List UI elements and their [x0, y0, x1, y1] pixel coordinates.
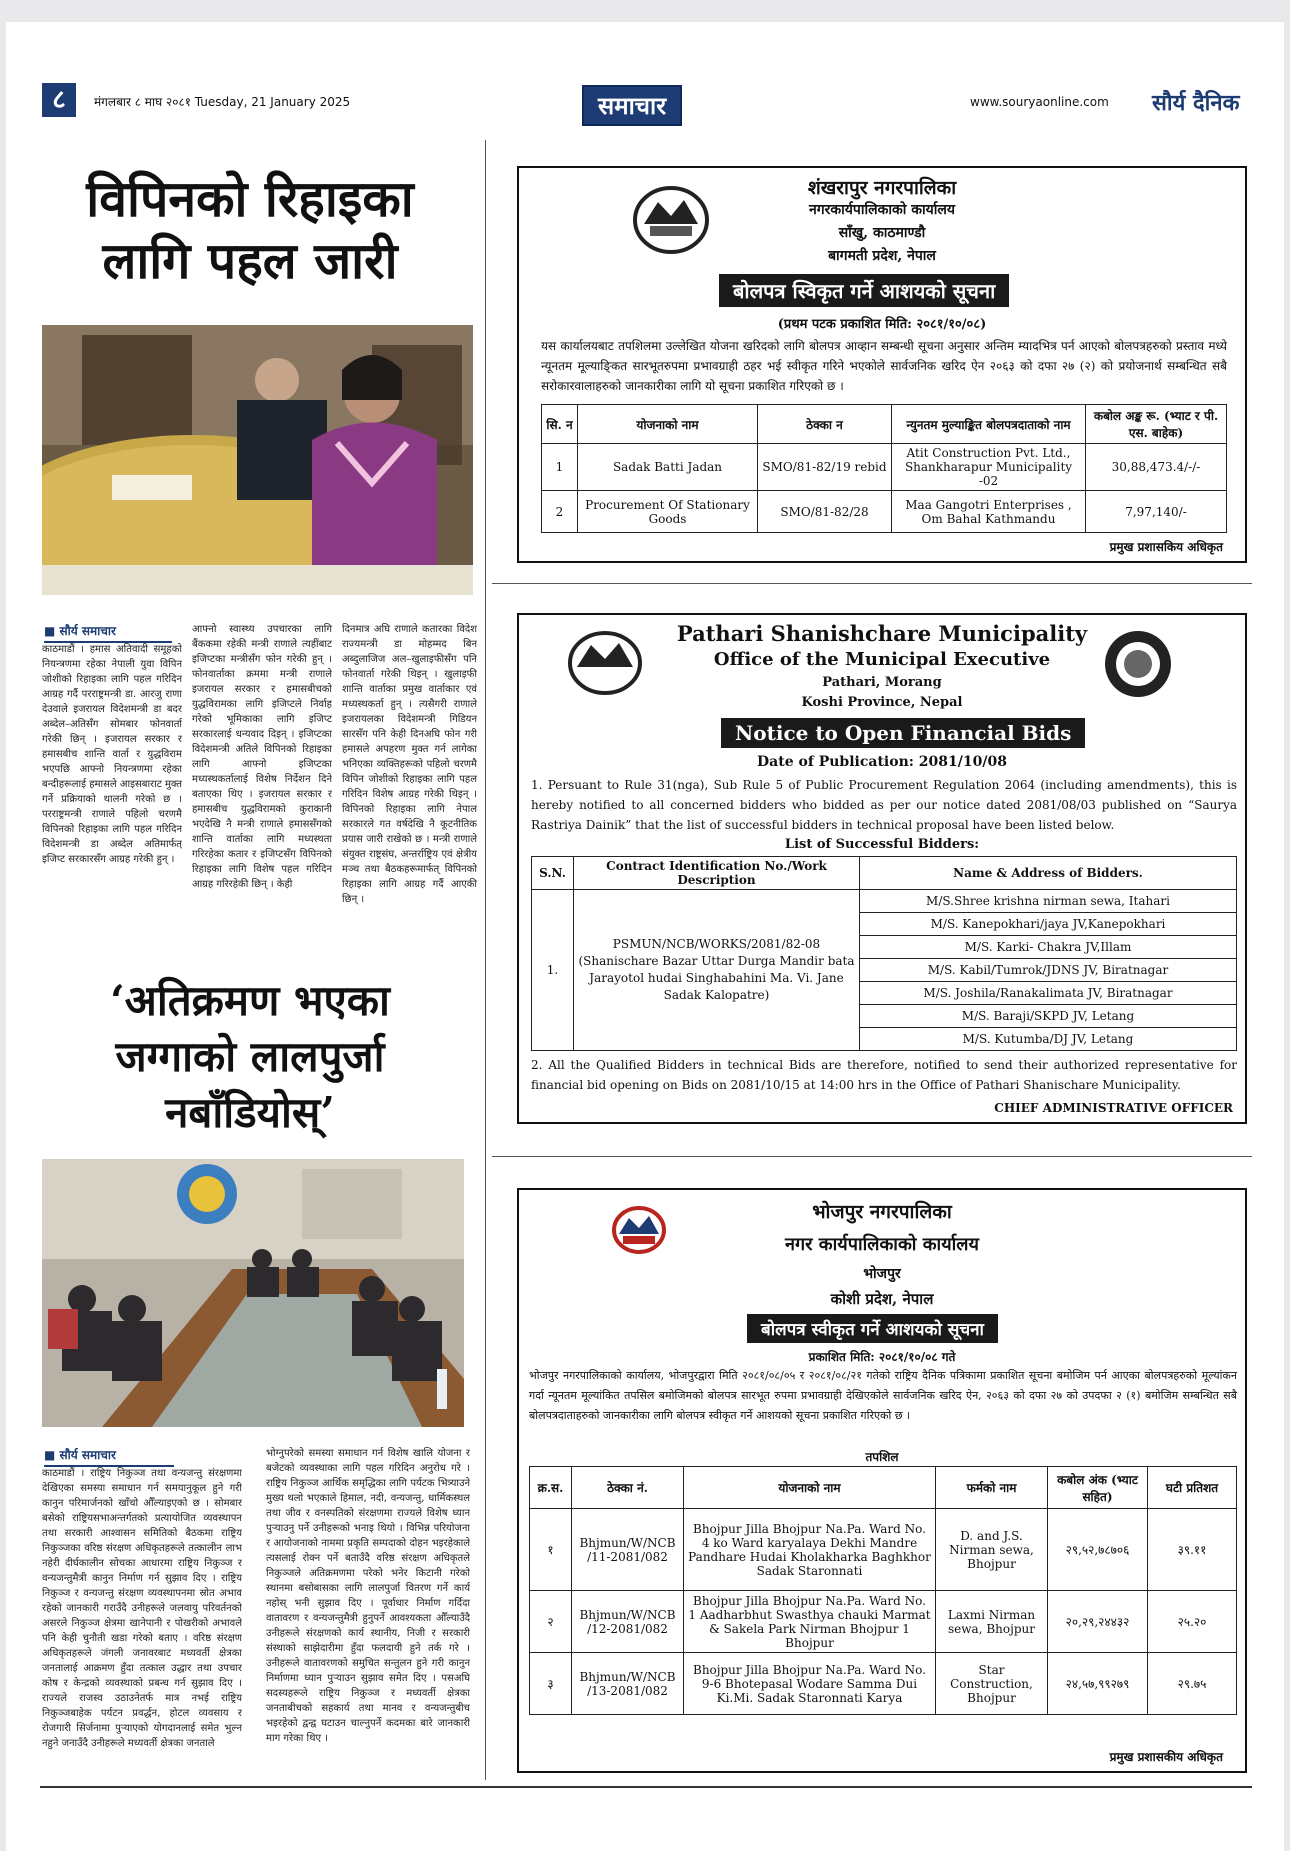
table-header: कबोल अंक (भ्याट सहित) — [1048, 1467, 1148, 1509]
notice3-publication-date: प्रकाशित मिति: २०८१/१०/०८ गते — [808, 1350, 956, 1364]
table-header: क्र.स. — [530, 1467, 572, 1509]
table-row — [530, 1509, 1237, 1591]
notice2-line4: Koshi Province, Nepal — [801, 695, 963, 710]
table-cell: Bhjmun/W/NCB /13-2081/082 — [572, 1653, 684, 1715]
committee-meeting-illustration — [42, 1159, 464, 1427]
table-cell: २४,५७,९९२७९ — [1048, 1653, 1148, 1715]
notice1-line3: साँखु, काठमाण्डौ — [838, 225, 926, 241]
table-header: घटी प्रतिशत — [1148, 1467, 1237, 1509]
story1-column-1: काठमाडौं । हमास अतिवादी समूहको नियन्त्रणमा रहेका नेपाली युवा विपिन जोशीको रिहाइका लागि पहल गरिदिन आग्रह गर्दै परराष्ट्रमन्त्री डा. आरजु राणा देउवाले इजरायल विदेशमन्त्री डा बदर अब्देल–अतिसँग सोमबार फोनवार्ता गरेकी छिन् । इजरायल सरकार र हमासबीच शान्ति वार्ता र युद्धविराम भएपछि आफ्नो नियन्त्रणमा रहेका बन्दीहरूलाई हमासले आइसबाराट मुक्त गर्ने प्रक्रियाको थालनी गरेको छ । परराष्ट्रमन्त्री राणाले पहिलो चरणमै विपिनको रिहाइका लागि पहल गरिदिन विदेशमन्त्री डा अब्देल अतिमार्फत् इजिप्ट सरकारसँग आग्रह गरेकी हुन् । — [42, 644, 182, 865]
table-cell: Bhjmun/W/NCB /11-2081/082 — [572, 1509, 684, 1591]
notice3-line2: नगर कार्यपालिकाको कार्यालय — [785, 1234, 979, 1255]
masthead — [42, 55, 1252, 125]
table-cell: Bhjmun/W/NCB /12-2081/082 — [572, 1591, 684, 1653]
table-cell: 7,97,140/- — [1086, 491, 1227, 533]
notice1-line1: शंखरापुर नगरपालिका — [807, 177, 957, 199]
table-cell: Laxmi Nirman sewa, Bhojpur — [936, 1591, 1048, 1653]
bidder-cell: M/S. Joshila/Ranakalimata JV, Biratnagar — [860, 982, 1237, 1005]
notice3-body: भोजपुर नगरपालिकाको कार्यालय, भोजपुरद्वारा मिति २०८१/०८/०५ र २०८१/०८/२१ गतेको राष्ट्रिय दैनिक पत्रिकामा प्रकाशित सूचना बमोजिम पर्न आएका बोलपत्रहरुको मूल्यांकन गर्दा न्यूनतम मूल्यांकित तपसिल बमोजिमको बोलपत्र सारभूत रुपमा प्रभावग्राही देखिएकोले सार्वजनिक खरिद ऐन, २०६३ को दफा २७ को उपदफा २ (१) बमोजिम सम्बन्धित सबै बोलपत्रदाताहरुको जानकारीका लागि बोलपत्र स्वीकृत गर्ने आशयको सूचना प्रकाशित गरिएको छ । — [529, 1369, 1237, 1422]
table-cell: Maa Gangotri Enterprises , Om Bahal Kathmandu — [892, 491, 1086, 533]
notice1-line2: नगरकार्यपालिकाको कार्यालय — [809, 202, 955, 218]
table-row — [530, 1591, 1237, 1653]
table-cell: PSMUN/NCB/WORKS/2081/82-08 (Shanischare Bazar Uttar Durga Mandir bata Jarayotol hudai Singhabahini Ma. Vi. Jane Sadak Kalopatre) — [574, 890, 860, 1051]
bidder-cell: M/S. Kanepokhari/jaya JV,Kanepokhari — [860, 913, 1237, 936]
table-header: योजनाको नाम — [684, 1467, 936, 1509]
table-cell: Bhojpur Jilla Bhojpur Na.Pa. Ward No. 1 Aadharbhut Swasthya chauki Marmat & Sakela Park Nirman Bhojpur 1 Bhojpur — [684, 1591, 936, 1653]
bidder-cell: M/S. Baraji/SKPD JV, Letang — [860, 1005, 1237, 1028]
section-divider — [492, 1156, 1252, 1157]
table-row — [542, 491, 1227, 533]
table-cell: 30,88,473.4/-/- — [1086, 444, 1227, 491]
notice2-signature: CHIEF ADMINISTRATIVE OFFICER — [994, 1101, 1233, 1115]
notice3-line1: भोजपुर नगरपालिका — [812, 1201, 952, 1223]
notice1-table — [541, 404, 1227, 533]
table-cell: Bhojpur Jilla Bhojpur Na.Pa. Ward No. 9-6 Bhotepasal Wodare Samma Dui Ki.Mi. Sadak Staronnati Karya — [684, 1653, 936, 1715]
table-cell: २९.७५ — [1148, 1653, 1237, 1715]
notice2-list-title: List of Successful Bidders: — [784, 837, 980, 852]
bidder-cell: M/S.Shree krishna nirman sewa, Itahari — [860, 890, 1237, 913]
table-header: फर्मको नाम — [936, 1467, 1048, 1509]
table-header-row — [542, 405, 1227, 444]
table-header: S.N. — [532, 857, 574, 890]
table-header: Name & Address of Bidders. — [860, 857, 1237, 890]
story2-column-2: भोग्नुपरेको समस्या समाधान गर्न विशेष खालि योजना र बजेटको व्यवस्थाका लागि पहल गरिदिन अनुरोध गरे । राष्ट्रिय निकुञ्ज आर्थिक समृद्धिका लागि पर्यटक भित्र्याउने मुख्य थलो भएकाले हिमाल, नदी, वन्यजन्तु, धार्मिकस्थल तथा जीव र वनस्पतिको संरक्षणमा राज्यले विशेष ध्यान पुऱ्याउनु पर्ने उनीहरूको भनाइ थियो । विभिन्न परियोजना र आयोजनाको नाममा प्रकृति सम्पदाको दोहन भइरहेकाले त्यसलाई रोक्न पर्ने बताउँदै वरिष्ठ संरक्षण अधिकृतले निकुञ्जले अतिक्रमणमा परेको भनेर किटानी गरेको स्थानमा बसोबासका लागि लालपुर्जा वितरण गर्ने कार्य नहोस् भनी सुझाव दिए । पूर्वाधार निर्माण गर्दिदा वातावरण र वन्यजन्तुमैत्री हुनुपर्ने आवश्यकता औँल्याउँदै उनीहरूले संरक्षणको कार्य स्थानीय, निजी र सरकारी संस्थाको साझेदारीमा हुँदा फलदायी हुने तर्क गरे । उनीहरूले वातावरणको समुचित सन्तुलन हुने गरी कानुन निर्माणमा ध्यान पुऱ्याउन सुझाव समेत दिए । पसअघि सदस्यहरूले राष्ट्रिय निकुञ्ज र मध्यवर्ती क्षेत्रका जनताबीचको सहकार्य तथा मानव र वन्यजन्तुबीच भइरहेको द्वन्द्व घटाउन चाल्नुपर्ने कदमका बारे जानकारी माग गरेका थिए । — [266, 1448, 470, 1744]
table-header: सि. न — [542, 405, 578, 444]
table-cell: 2 — [542, 491, 578, 533]
table-cell: Sadak Batti Jadan — [578, 444, 758, 491]
notice3-tapsil: तपशिल — [865, 1450, 899, 1464]
table-header: न्युनतम मुल्याङ्कित बोलपत्रदाताको नाम — [892, 405, 1086, 444]
notice2-line1: Pathari Shanishchare Municipality — [676, 621, 1088, 646]
story1-column-3: दिनमात्र अघि राणाले कतारका विदेश राज्यमन्त्री डा मोहम्मद बिन अब्दुलाजिज अल–खुलाइफीसँग पनि फोनवार्ता गरेकी थिइन् । खुलाइफी शान्ति वार्ताका प्रमुख वार्ताकार एवं मध्यस्थकर्ता हुन् । त्यसैगरी राणाले इजरायलका विदेशमन्त्री गिडियन सारसँग पनि केही दिनअघि फोन गरी हमासले अपहरण मुक्त गर्न लागेका भनिएका व्यक्तिहरूको पहिलो चरणमै विपिन जोशीको रिहाइका लागि पहल गरिदिन विशेष आग्रह गरेकी थिइन् । विपिनको रिहाइका लागि नेपाल सरकारले गत वर्षदेखि नै कूटनीतिक प्रयास जारी राखेको छ । मन्त्री राणाले संयुक्त राष्ट्रसंघ, अन्तर्राष्ट्रिय एवं क्षेत्रीय मञ्च तथा बैठकहरूमार्फत् विपिनको रिहाइका लागि आग्रह गर्दै आएकी छिन् । — [342, 624, 477, 905]
notice1-body: यस कार्यालयबाट तपशिलमा उल्लेखित योजना खरिदको लागि बोलपत्र आव्हान सम्बन्धी सूचना अनुसार अन्तिम म्यादभित्र पर्न आएको बोलपत्रहरुको प्रस्ताव मध्ये न्यूनतम मूल्याङ्‍कित सारभूतरुपमा प्रभावग्राही ठहर भई स्वीकृत गरिने भएकोले सार्वजनिक खरिद ऐन २०६३ को दफा २७ (२) को प्रयोजनार्थ सम्बन्धित सबै सरोकारवालाहरुको जानकारीका लागि यो सूचना प्रकाशित गरिएको छ । — [541, 339, 1227, 393]
bidder-cell: M/S. Kutumba/DJ JV, Letang — [860, 1028, 1237, 1051]
table-cell: SMO/81-82/28 — [758, 491, 892, 533]
meeting-photo-illustration — [42, 325, 473, 595]
table-cell: २५.२० — [1148, 1591, 1237, 1653]
story1-column-2: आफ्नो स्वास्थ्य उपचारका लागि बैंककमा रहेकी मन्त्री राणाले त्यहींबाट इजिप्टका मन्त्रीसँग फोन गरेकी हुन् । फोनवार्ताका क्रममा मन्त्री राणाले इजरायल सरकार र हमासबीचको युद्धविरामका लागि इजिप्टले निर्वाह गरेको भूमिकाका लागि इजिप्ट सरकारलाई धन्यवाद दिइन् । इजिप्टका विदेशमन्त्री अतिले विपिनको रिहाइका लागि आफ्नो इजिप्टका मध्यस्थकर्तालाई विशेष निर्देशन दिने बताएका थिए । इजरायल सरकार र हमासबीच युद्धविरामको कुराकानी भएदेखि नै मन्त्री राणाले हमाससँगको शान्ति वार्ताका लागि मध्यस्थता गरिरहेका कतार र इजिप्टसँग विपिनको रिहाइका लागि विशेष पहल गरिदिन आग्रह गरिरहेकी छिन् । केही — [192, 624, 332, 890]
shankharapur-notice — [517, 166, 1247, 563]
table-row — [542, 444, 1227, 491]
table-cell: ३ — [530, 1653, 572, 1715]
table-row — [530, 1653, 1237, 1715]
notice2-bidders-table — [531, 856, 1237, 1051]
table-cell: २०,२९,२४४३२ — [1048, 1591, 1148, 1653]
section-label: समाचार — [582, 85, 682, 126]
page-number: ८ — [42, 83, 76, 117]
story2-column-1: काठमाडौं । राष्ट्रिय निकुञ्ज तथा वन्यजन्तु संरक्षणमा देखिएका समस्या समाधान गर्न समयानुकूल हुने गरी कानुन परिमार्जनको खाँचो औँल्याइएको छ । सोमबार बसेको राष्ट्रियसभाअन्तर्गतको प्रत्यायोजित व्यवस्थापन तथा सरकारी आश्वासन समितिको बैठकमा राष्ट्रिय निकुञ्जका वरिष्ठ संरक्षण अधिकृतहरूले तत्कालीन लाभ नहेरी दीर्घकालीन सोचका आधारमा राष्ट्रिय निकुञ्ज र वन्यजन्तुमैत्री कानुन निर्माण गर्न सुझाव दिए । राष्ट्रिय निकुञ्ज र वन्यजन्तु संरक्षण व्यवस्थापनमा स्रोत अभाव रहेको जानकारी गराउँदै उनीहरूले जलवायु परिवर्तनको असरले निकुञ्ज क्षेत्रमा खानेपानी र पोखरीको अभावले पनि केही चुनौती खडा गरेको बताए । वरिष्ठ संरक्षण अधिकृतहरूले जंगली जनावरबाट मध्यवर्ती क्षेत्रका जनतालाई आक्रमण हुँदा तत्काल उद्धार तथा उपचार कोष र केन्द्रको व्यवस्थाको प्रबन्ध गर्न सुझाव दिए । राज्यले राजस्व उठाउनेतर्फ मात्र नभई राष्ट्रिय निकुञ्जबाहेक पर्यटन प्रवर्द्धन, होटल व्यवसाय र रोजगारी सिर्जनामा पुऱ्याएको योगदानलाई समेत भुल्न नहुने जनाउँदै उनीहरूले मध्यवर्ती क्षेत्रका जनताले — [42, 1468, 242, 1749]
table-header-row — [532, 857, 1237, 890]
table-cell: Atit Construction Pvt. Ltd., Shankharapur Municipality -02 — [892, 444, 1086, 491]
notice3-table — [529, 1466, 1237, 1715]
footer-rule — [40, 1786, 1252, 1788]
notice3-title: बोलपत्र स्वीकृत गर्ने आशयको सूचना — [747, 1314, 998, 1343]
issue-date: मंगलबार ८ माघ २०८१ Tuesday, 21 January 2025 — [94, 95, 351, 109]
table-cell: 1. — [532, 890, 574, 1051]
notice1-line4: बागमती प्रदेश, नेपाल — [828, 248, 936, 264]
brand-logo: सौर्य दैनिक — [1152, 91, 1240, 116]
table-cell: २९,५२,७८७०६ — [1048, 1509, 1148, 1591]
notice2-publication-date: Date of Publication: 2081/10/08 — [757, 754, 1007, 770]
bhojpur-notice — [517, 1188, 1247, 1773]
column-divider — [485, 140, 486, 1780]
notice2-paragraph-2: 2. All the Qualified Bidders in technical Bids are therefore, notified to send their authorized representative for financial bid opening on Bids on 2081/10/15 at 14:00 hrs in the Office of Pathari Shanischare Municipality. — [531, 1058, 1237, 1092]
website-url: www.souryaonline.com — [970, 95, 1109, 109]
table-cell: 1 — [542, 444, 578, 491]
notice2-line3: Pathari, Morang — [822, 675, 942, 690]
story2-photo — [42, 1159, 464, 1427]
table-header: Contract Identification No./Work Description — [574, 857, 860, 890]
table-header: योजनाको नाम — [578, 405, 758, 444]
notice2-title: Notice to Open Financial Bids — [721, 718, 1085, 748]
table-row — [532, 890, 1237, 913]
pathari-notice — [517, 613, 1247, 1124]
table-cell: D. and J.S. Nirman sewa, Bhojpur — [936, 1509, 1048, 1591]
bidder-cell: M/S. Kabil/Tumrok/JDNS JV, Biratnagar — [860, 959, 1237, 982]
story1-headline: विपिनको रिहाइका लागि पहल जारी — [86, 169, 414, 290]
table-header: ठेक्का न — [758, 405, 892, 444]
notice2-paragraph-1: 1. Persuant to Rule 31(nga), Sub Rule 5 of Public Procurement Regulation 2064 (including amendments), this is hereby notified to all concerned bidders who bidded as per our notice dated 2081/08/03 published on “Saurya Rastriya Dainik” that the list of successful bidders in technical proposal have been listed below. — [531, 778, 1237, 832]
notice1-signature: प्रमुख प्रशासकिय अधिकृत — [1109, 540, 1223, 554]
table-cell: ३९.११ — [1148, 1509, 1237, 1591]
table-cell: १ — [530, 1509, 572, 1591]
section-divider — [492, 583, 1252, 584]
story2-headline: ‘अतिक्रमण भएका जग्गाको लालपुर्जा नबाँडियोस्’ — [110, 976, 390, 1137]
story1-byline: ■ सौर्य समाचार — [44, 622, 172, 643]
table-header-row — [530, 1467, 1237, 1509]
table-cell: Star Construction, Bhojpur — [936, 1653, 1048, 1715]
table-cell: २ — [530, 1591, 572, 1653]
table-cell: SMO/81-82/19 rebid — [758, 444, 892, 491]
table-cell: Procurement Of Stationary Goods — [578, 491, 758, 533]
bidder-cell: M/S. Karki- Chakra JV,Illam — [860, 936, 1237, 959]
table-header: ठेक्का नं. — [572, 1467, 684, 1509]
notice3-line3: भोजपुर — [863, 1266, 901, 1282]
notice1-title: बोलपत्र स्विकृत गर्ने आशयको सूचना — [719, 274, 1009, 307]
notice3-signature: प्रमुख प्रशासकीय अधिकृत — [1109, 1750, 1223, 1764]
story2-byline: ■ सौर्य समाचार — [44, 1446, 174, 1467]
notice2-line2: Office of the Municipal Executive — [713, 649, 1051, 670]
story1-photo — [42, 325, 473, 595]
table-cell: Bhojpur Jilla Bhojpur Na.Pa. Ward No. 4 ko Ward karyalaya Dekhi Mandre Pandhare Hudai Kholakharka Baghkhor Sadak Staronnati — [684, 1509, 936, 1591]
table-header: कबोल अङ्क रू. (भ्याट र पी. एस. बाहेक) — [1086, 405, 1227, 444]
notice1-publication-date: (प्रथम पटक प्रकाशित मिति: २०८१/१०/०८) — [777, 317, 987, 332]
notice3-line4: कोशी प्रदेश, नेपाल — [830, 1290, 934, 1308]
